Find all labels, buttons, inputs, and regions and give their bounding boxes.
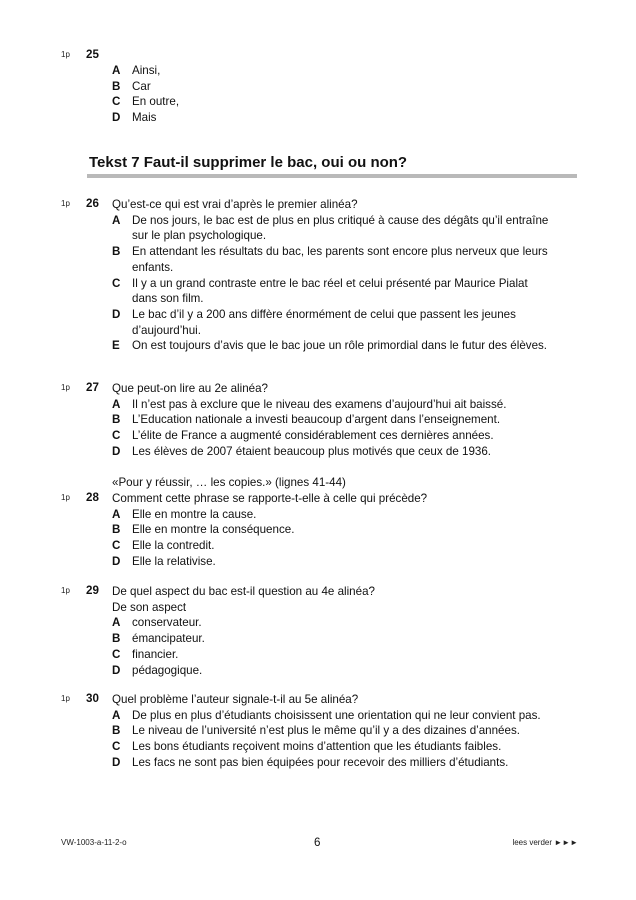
section-divider <box>87 174 577 178</box>
points-label: 1p <box>61 694 70 703</box>
option-a: A Ainsi, <box>112 64 161 77</box>
question-number: 29 <box>86 584 99 597</box>
option-b: B émancipateur. <box>112 632 205 646</box>
option-b: B Car <box>112 79 151 93</box>
question-number: 28 <box>86 491 99 504</box>
option-a: A conservateur. <box>112 616 202 630</box>
option-d: D pédagogique. <box>112 663 203 677</box>
question-stem: De quel aspect du bac est-il question au 4e alinéa? <box>112 585 375 598</box>
option-b: B En attendant les résultats du bac, les parents sont encore plus nerveux que leurs enfants. <box>112 245 548 274</box>
option-d: D Mais <box>112 111 157 125</box>
question-number: 26 <box>86 197 99 210</box>
option-d: D Les facs ne sont pas bien équipées pour recevoir des milliers d’étudiants. <box>112 755 509 769</box>
question-stem-continuation: De son aspect <box>112 600 187 614</box>
option-a: A De plus en plus d’étudiants choisissent une orientation qui ne leur convient pas. <box>112 708 541 722</box>
continue-label: lees verder ►►► <box>512 838 578 847</box>
options-list <box>112 708 552 771</box>
option-c: C Les bons étudiants reçoivent moins d’attention que les étudiants faibles. <box>112 740 502 754</box>
options-list <box>112 507 552 570</box>
options-list <box>112 213 552 354</box>
option-c: C financier. <box>112 647 179 661</box>
points-label: 1p <box>61 50 70 59</box>
question-number: 25 <box>86 48 99 61</box>
option-a: A Elle en montre la cause. <box>112 507 257 521</box>
question-stem: Comment cette phrase se rapporte-t-elle à celle qui précède? <box>112 492 428 505</box>
points-label: 1p <box>61 199 70 208</box>
option-b: B Elle en montre la conséquence. <box>112 523 295 537</box>
option-d: D Le bac d’il y a 200 ans diffère énormément de celui que passent les jeunes d’aujourd’hui. <box>112 307 516 337</box>
question-stem: Qu’est-ce qui est vrai d’après le premier alinéa? <box>112 198 358 211</box>
options-list <box>112 397 552 460</box>
options-list <box>112 63 552 126</box>
page-number: 6 <box>314 836 321 849</box>
exam-code: VW-1003-a-11-2-o <box>61 838 127 847</box>
option-c: C L’élite de France a augmenté considérablement ces dernières années. <box>112 429 494 443</box>
options-list <box>112 615 552 678</box>
option-c: C Elle la contredit. <box>112 539 215 553</box>
option-e: E On est toujours d’avis que le bac joue un rôle primordial dans le futur des élèves. <box>112 339 548 353</box>
option-c: C En outre, <box>112 95 180 109</box>
option-a: A De nos jours, le bac est de plus en plus critiqué à cause des dégâts qu’il entraîne sur le plan psychologique. <box>112 213 549 243</box>
option-b: B L’Education nationale a investi beaucoup d’argent dans l’enseignement. <box>112 413 501 427</box>
option-a: A Il n’est pas à exclure que le niveau des examens d’aujourd’hui ait baissé. <box>112 397 507 411</box>
option-d: D Elle la relativise. <box>112 554 216 568</box>
points-label: 1p <box>61 383 70 392</box>
question-stem: Que peut-on lire au 2e alinéa? <box>112 382 268 395</box>
option-b: B Le niveau de l’université n’est plus le même qu’il y a des dizaines d’années. <box>112 724 520 738</box>
option-c: C Il y a un grand contraste entre le bac réel et celui présenté par Maurice Pialat dans son film. <box>112 276 528 306</box>
question-number: 30 <box>86 692 99 705</box>
quoted-lines: «Pour y réussir, … les copies.» (lignes 41-44) <box>112 476 346 489</box>
section-title: Tekst 7 Faut-il supprimer le bac, oui ou non? <box>89 154 408 171</box>
points-label: 1p <box>61 493 70 502</box>
question-stem: Quel problème l’auteur signale-t-il au 5e alinéa? <box>112 693 359 706</box>
points-label: 1p <box>61 586 70 595</box>
question-number: 27 <box>86 381 99 394</box>
option-d: D Les élèves de 2007 étaient beaucoup plus motivés que ceux de 1936. <box>112 444 492 458</box>
